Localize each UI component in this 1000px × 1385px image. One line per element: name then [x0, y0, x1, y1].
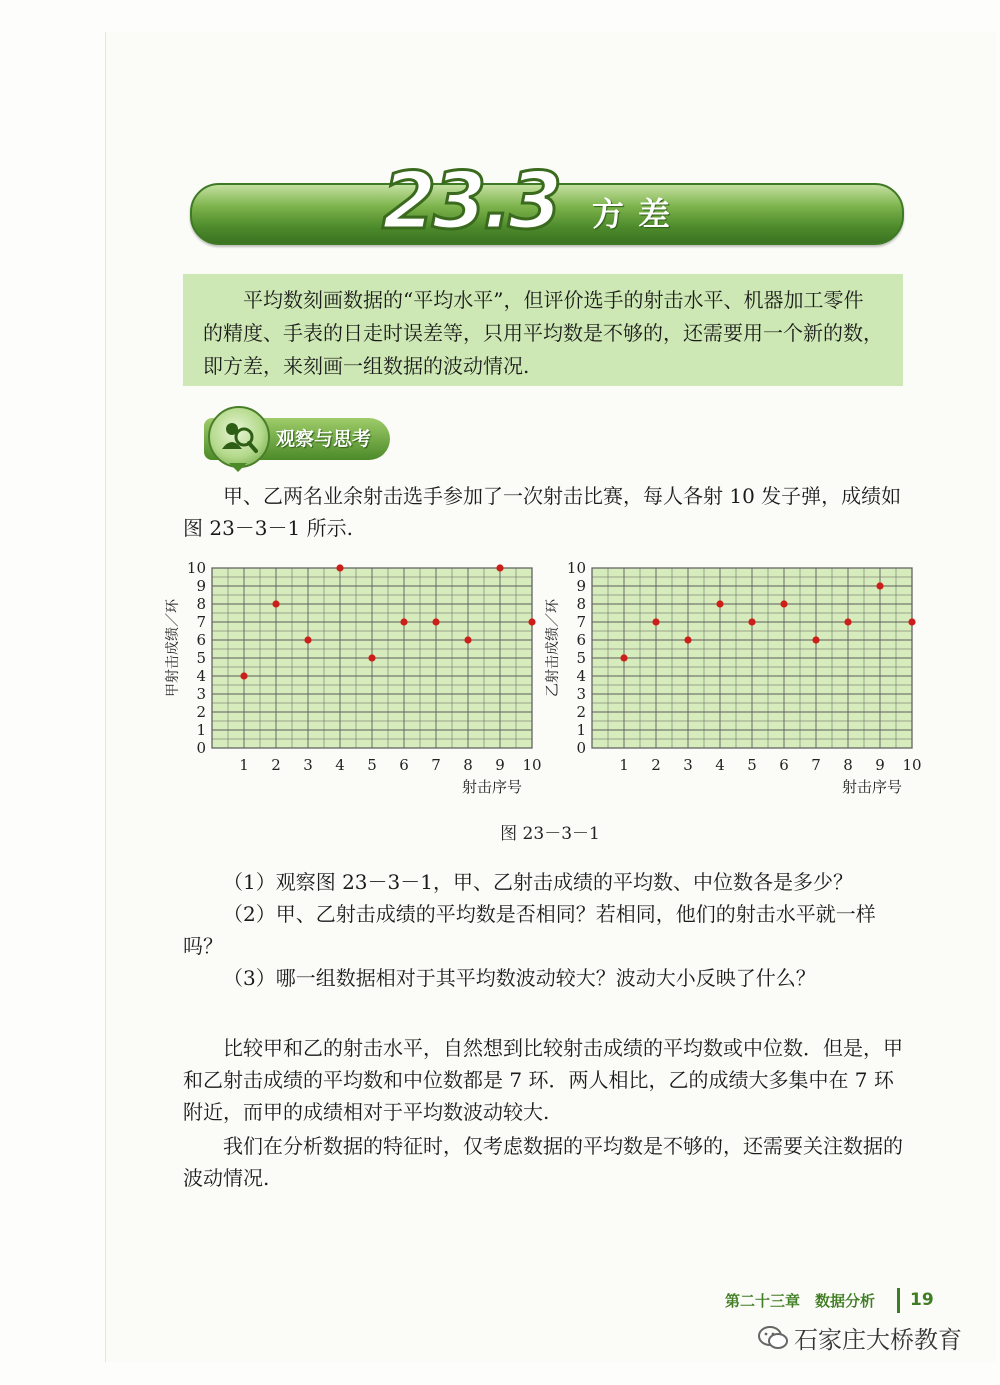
data-point	[780, 600, 787, 607]
data-point	[400, 618, 407, 625]
data-point	[652, 618, 659, 625]
x-axis-label: 射击序号	[461, 778, 522, 796]
x-tick-label: 1	[619, 756, 629, 774]
footer-divider	[897, 1288, 900, 1313]
data-point	[336, 564, 343, 571]
data-point	[464, 636, 471, 643]
footer-chapter: 第二十三章 数据分析	[725, 1292, 876, 1310]
y-tick-label: 5	[196, 649, 206, 667]
y-tick-label: 3	[576, 685, 586, 703]
x-tick-label: 6	[779, 756, 789, 774]
problem-paragraph: 甲、乙两名业余射击选手参加了一次射击比赛，每人各射 10 发子弹，成绩如图 23－3－1 所示.	[183, 484, 902, 540]
data-point	[812, 636, 819, 643]
question-2: （2）甲、乙射击成绩的平均数是否相同？若相同，他们的射击水平就一样吗？	[183, 902, 876, 958]
y-tick-label: 6	[196, 631, 206, 649]
data-point	[496, 564, 503, 571]
x-tick-label: 5	[747, 756, 757, 774]
figure-caption: 图 23－3－1	[500, 824, 600, 844]
data-point	[748, 618, 755, 625]
x-tick-label: 10	[902, 756, 922, 774]
x-axis-label: 射击序号	[841, 778, 902, 796]
x-tick-label: 9	[495, 756, 505, 774]
y-tick-label: 8	[196, 595, 206, 613]
x-tick-label: 10	[522, 756, 542, 774]
x-tick-label: 8	[463, 756, 473, 774]
y-tick-label: 7	[576, 613, 586, 631]
data-point	[844, 618, 851, 625]
data-point	[368, 654, 375, 661]
data-point	[272, 600, 279, 607]
question-1: （1）观察图 23－3－1，甲、乙射击成绩的平均数、中位数各是多少？	[223, 870, 853, 894]
y-tick-label: 8	[576, 595, 586, 613]
data-point	[908, 618, 915, 625]
y-tick-label: 3	[196, 685, 206, 703]
x-tick-label: 3	[303, 756, 313, 774]
chart-jia	[160, 556, 545, 796]
y-tick-label: 5	[576, 649, 586, 667]
data-point	[716, 600, 723, 607]
x-tick-label: 5	[367, 756, 377, 774]
conclusion-paragraph-2: 我们在分析数据的特征时，仅考虑数据的平均数是不够的，还需要关注数据的波动情况.	[183, 1134, 903, 1190]
y-tick-label: 0	[576, 739, 586, 757]
data-point	[240, 672, 247, 679]
data-point	[684, 636, 691, 643]
y-tick-label: 1	[576, 721, 586, 739]
section-tag-caret	[229, 463, 247, 472]
magnifier-person-icon	[208, 406, 270, 468]
y-tick-label: 0	[196, 739, 206, 757]
x-tick-label: 7	[811, 756, 821, 774]
data-point	[528, 618, 535, 625]
y-tick-label: 9	[576, 577, 586, 595]
x-tick-label: 6	[399, 756, 409, 774]
y-tick-label: 2	[196, 703, 206, 721]
y-tick-label: 1	[196, 721, 206, 739]
section-label: 观察与思考	[276, 428, 372, 450]
y-tick-label: 10	[186, 559, 206, 577]
y-tick-label: 7	[196, 613, 206, 631]
x-tick-label: 2	[271, 756, 281, 774]
x-tick-label: 1	[239, 756, 249, 774]
y-tick-label: 10	[566, 559, 586, 577]
y-tick-label: 4	[196, 667, 206, 685]
question-3: （3）哪一组数据相对于其平均数波动较大？波动大小反映了什么？	[223, 966, 816, 990]
section-number: 23.3	[382, 157, 559, 247]
x-tick-label: 3	[683, 756, 693, 774]
y-axis-label: 乙射击成绩／环	[545, 599, 561, 697]
chart-yi	[540, 556, 925, 796]
watermark-text: 石家庄大桥教育	[794, 1326, 962, 1354]
data-point	[876, 582, 883, 589]
x-tick-label: 7	[431, 756, 441, 774]
wechat-icon	[758, 1325, 788, 1351]
data-point	[304, 636, 311, 643]
x-tick-label: 2	[651, 756, 661, 774]
y-tick-label: 2	[576, 703, 586, 721]
x-tick-label: 9	[875, 756, 885, 774]
intro-paragraph: 平均数刻画数据的“平均水平”，但评价选手的射击水平、机器加工零件的精度、手表的日走时误差等，只用平均数是不够的，还需要用一个新的数，即方差，来刻画一组数据的波动情况.	[183, 274, 903, 386]
conclusion-paragraph-1: 比较甲和乙的射击水平，自然想到比较射击成绩的平均数或中位数．但是，甲和乙射击成绩的平均数和中位数都是 7 环．两人相比，乙的成绩大多集中在 7 环附近，而甲的成绩相对于平均数波动较大.	[183, 1036, 903, 1124]
page-number: 19	[910, 1290, 934, 1310]
x-tick-label: 4	[715, 756, 725, 774]
x-tick-label: 4	[335, 756, 345, 774]
y-tick-label: 6	[576, 631, 586, 649]
y-tick-label: 9	[196, 577, 206, 595]
data-point	[432, 618, 439, 625]
data-point	[620, 654, 627, 661]
section-title: 方差	[592, 195, 685, 233]
y-tick-label: 4	[576, 667, 586, 685]
y-axis-label: 甲射击成绩／环	[165, 599, 181, 697]
x-tick-label: 8	[843, 756, 853, 774]
